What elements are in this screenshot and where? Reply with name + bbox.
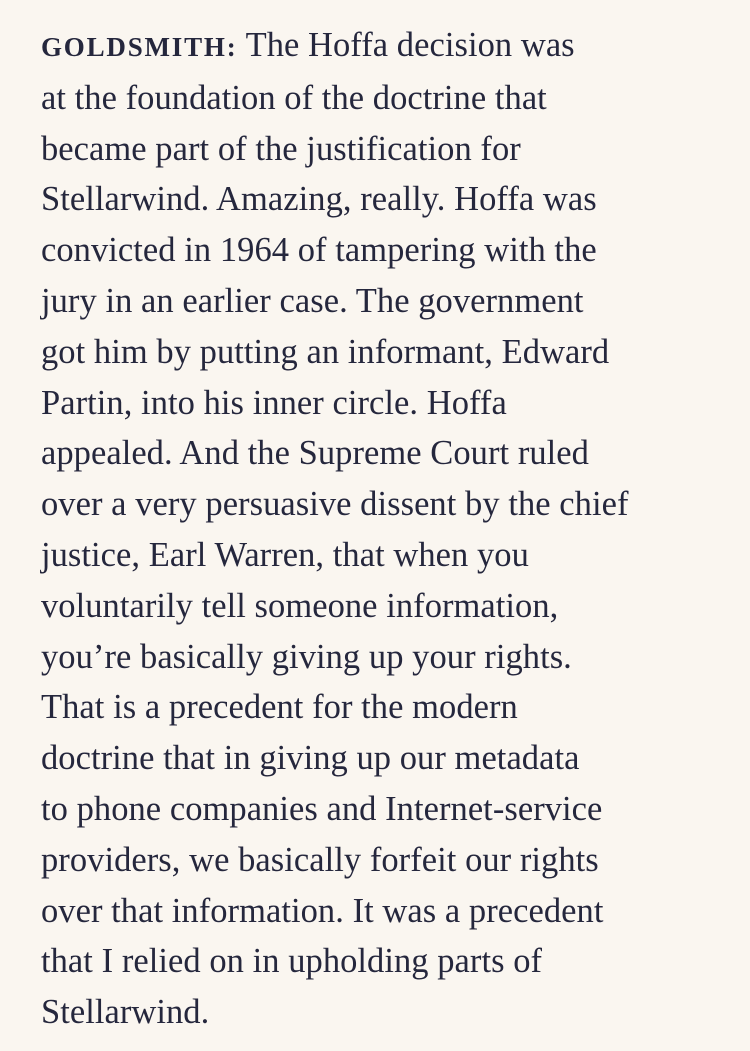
speaker-name: GOLDSMITH: xyxy=(41,32,238,62)
quote-line: voluntarily tell someone information, xyxy=(41,586,559,625)
quote-line: providers, we basically forfeit our rights xyxy=(41,840,599,879)
quote-line: got him by putting an informant, Edward xyxy=(41,332,610,371)
quote-line: Partin, into his inner circle. Hoffa xyxy=(41,383,507,422)
quote-line xyxy=(41,20,720,73)
quote-line: jury in an earlier case. The government xyxy=(41,281,584,320)
quote-line: over that information. It was a precedent xyxy=(41,891,604,930)
quote-line: to phone companies and Internet-service xyxy=(41,789,603,828)
quote-line: Stellarwind. Amazing, really. Hoffa was xyxy=(41,180,597,219)
quote-line: Stellarwind. xyxy=(41,993,210,1032)
quote-paragraph xyxy=(41,20,720,1038)
quote-line-text: The Hoffa decision was xyxy=(237,26,575,64)
quote-line: that I relied on in upholding parts of xyxy=(41,942,543,981)
quote-line: you’re basically giving up your rights. xyxy=(41,637,572,676)
quote-line: appealed. And the Supreme Court ruled xyxy=(41,434,589,473)
quote-line: justice, Earl Warren, that when you xyxy=(41,535,529,574)
quote-line: over a very persuasive dissent by the chief xyxy=(41,485,629,524)
quote-line: at the foundation of the doctrine that xyxy=(41,78,547,117)
quote-line: convicted in 1964 of tampering with the xyxy=(41,231,597,270)
quote-line: That is a precedent for the modern xyxy=(41,688,518,727)
quote-line: became part of the justification for xyxy=(41,129,521,168)
quote-line: doctrine that in giving up our metadata xyxy=(41,739,580,778)
